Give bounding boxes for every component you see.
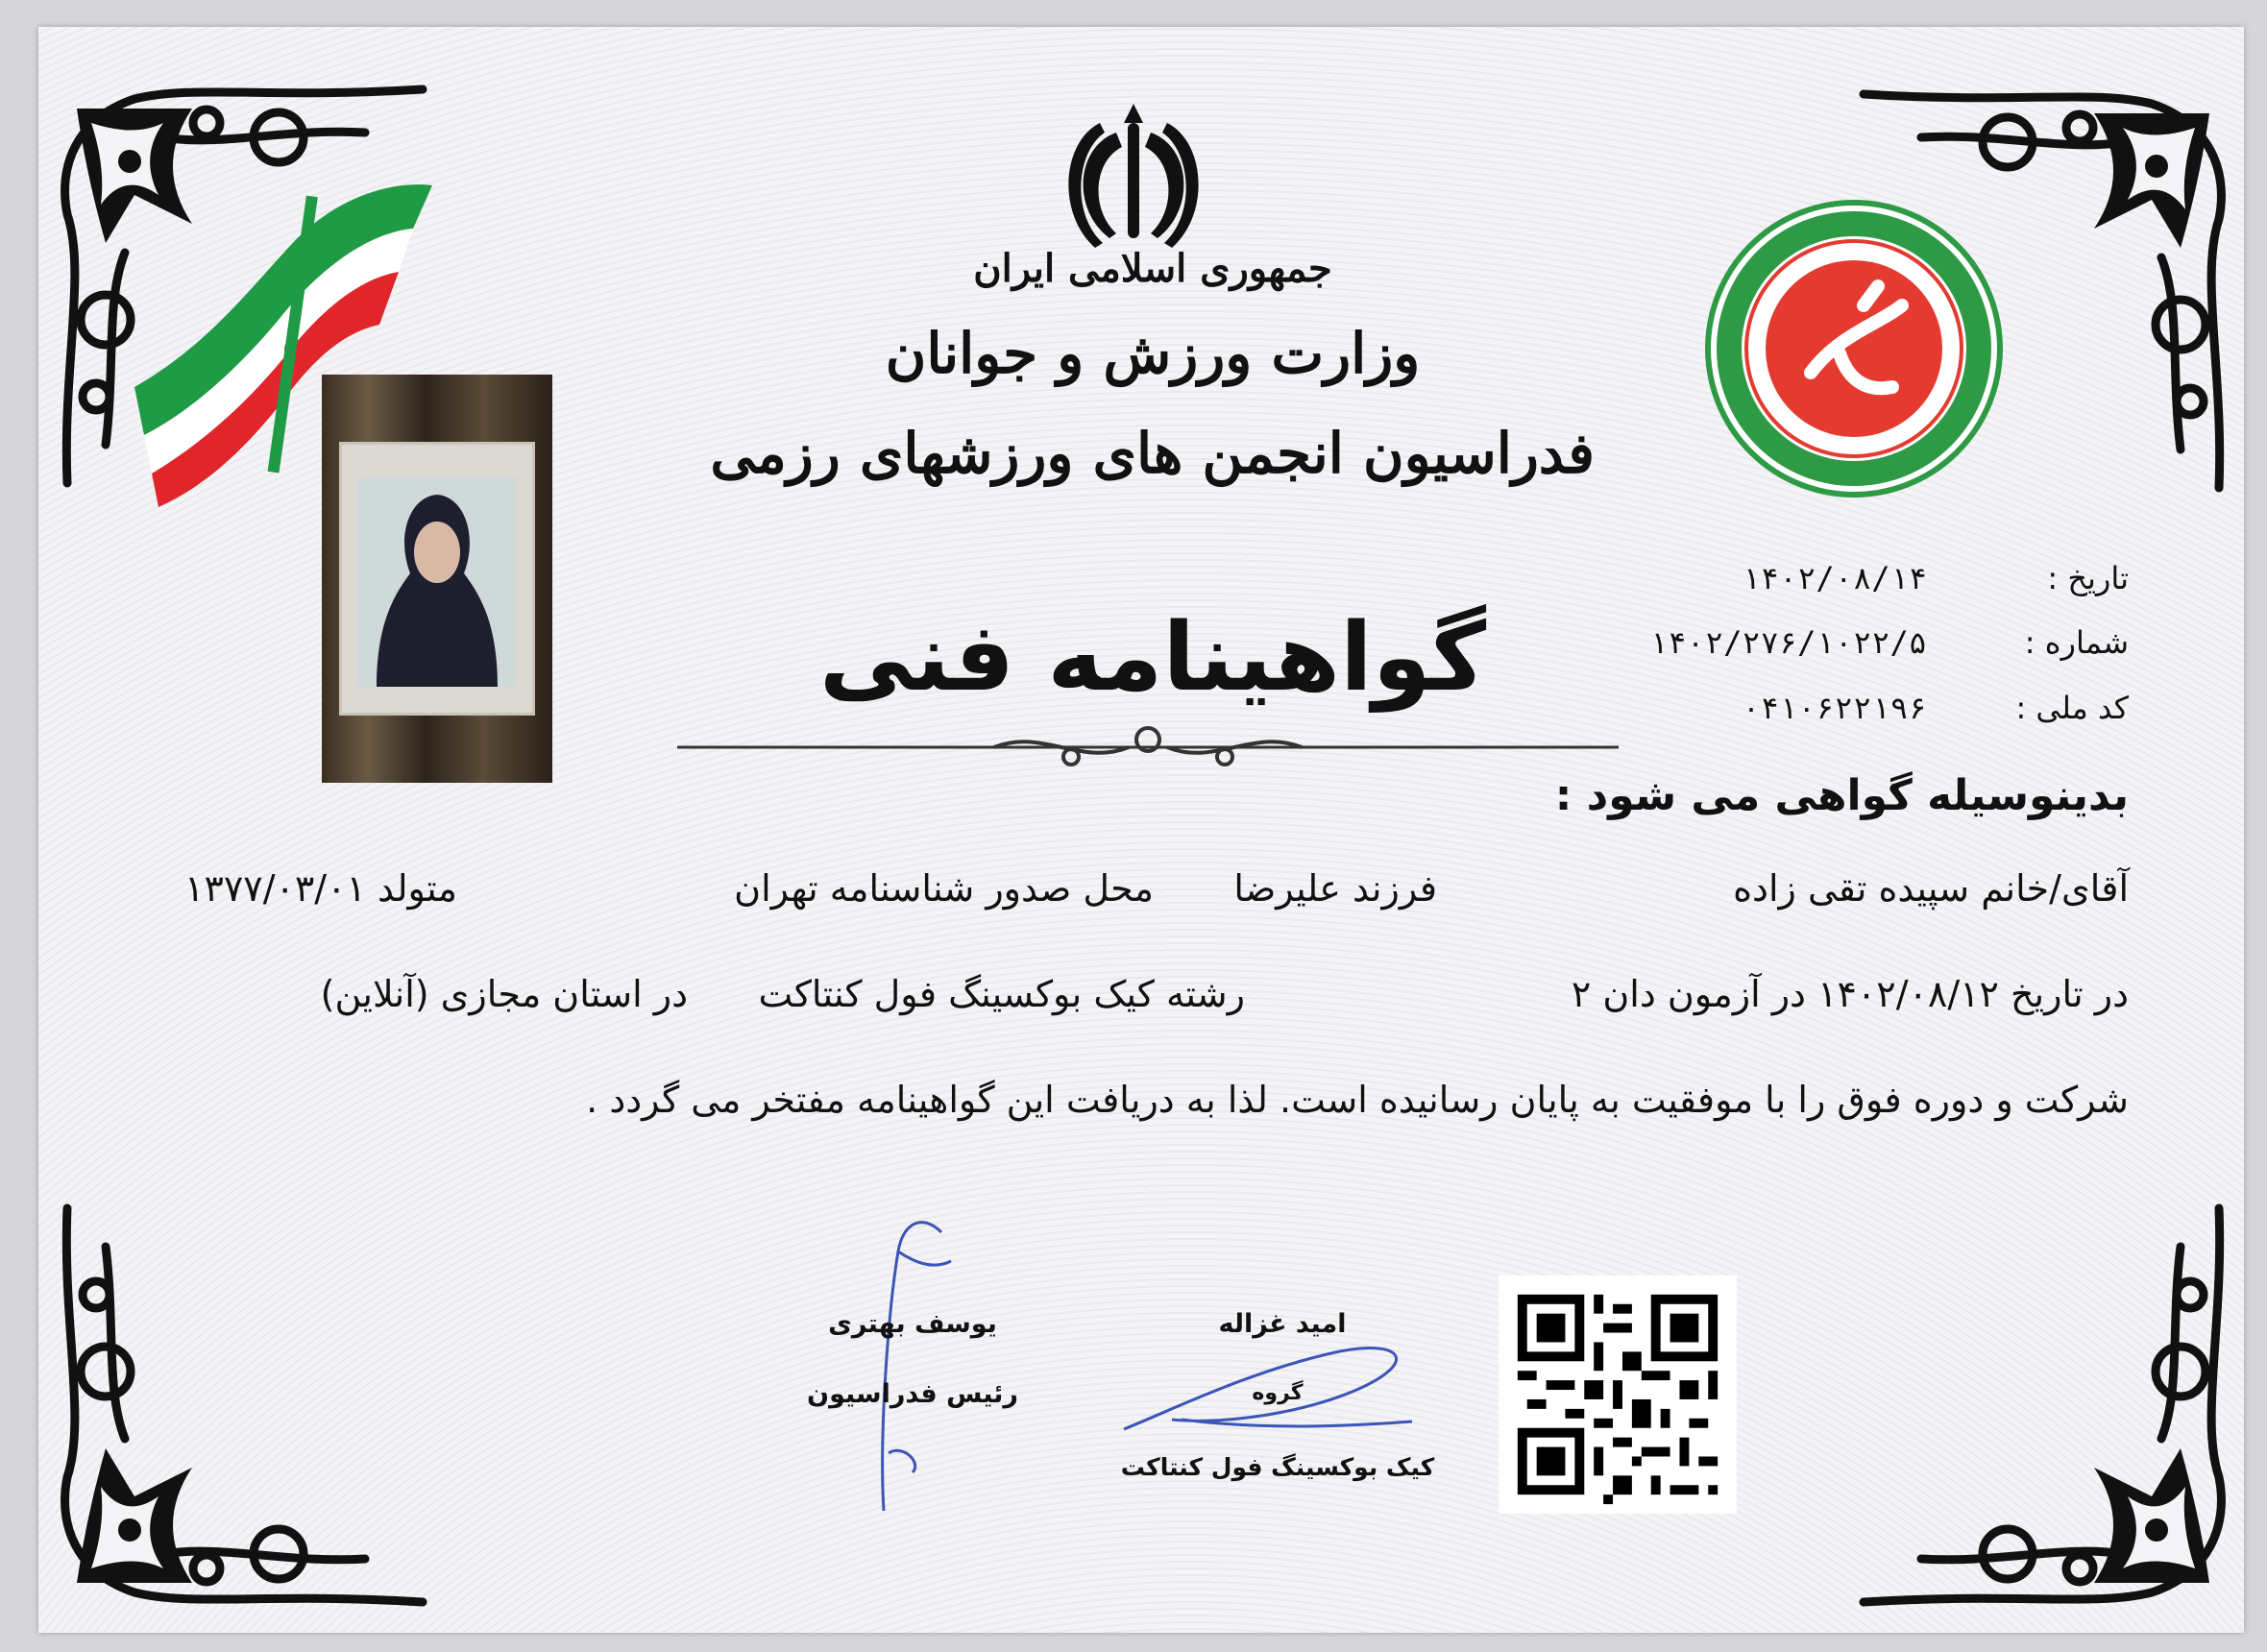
applicant-photo — [322, 375, 552, 783]
national-code-label: کد ملی : — [2015, 690, 2129, 726]
birth-date: متولد ۱۳۷۷/۰۳/۰۱ — [184, 867, 457, 910]
province: در استان مجازی (آنلاین) — [320, 973, 688, 1015]
left-signer-role: رئیس فدراسیون — [807, 1379, 1018, 1409]
photo-frame — [339, 442, 535, 716]
issue-place: محل صدور شناسنامه تهران — [734, 867, 1154, 910]
header-country: جمهوری اسلامی ایران — [973, 246, 1332, 291]
right-signer-role: کیک بوکسینگ فول کنتاکت — [1120, 1453, 1435, 1481]
father-name: فرزند علیرضا — [1233, 867, 1437, 910]
right-signer-group: گروه — [1252, 1381, 1304, 1405]
date-value: ۱۴۰۲/۰۸/۱۴ — [1742, 560, 1927, 596]
iran-emblem-icon — [1057, 94, 1210, 257]
left-signer-name: یوسف بهتری — [828, 1309, 997, 1339]
intro-text: بدینوسیله گواهی می شود : — [1554, 771, 2129, 820]
header-federation: فدراسیون انجمن های ورزشهای رزمی — [710, 421, 1595, 486]
right-signer-name: امید غزاله — [1218, 1309, 1347, 1339]
certificate-title: گواهینامه فنی — [818, 603, 1487, 713]
number-value: ۱۴۰۲/۲۷۶/۱۰۲۲/۵ — [1649, 624, 1927, 661]
portrait — [357, 477, 517, 687]
national-code-value: ۰۴۱۰۶۲۲۱۹۶ — [1742, 690, 1927, 726]
corner-ornament-bottom-left — [48, 1189, 451, 1612]
number-label: شماره : — [2024, 624, 2129, 661]
federation-seal-logo — [1695, 190, 2012, 507]
discipline: رشته کیک بوکسینگ فول کنتاکت — [758, 973, 1245, 1015]
recipient-name: آقای/خانم سپیده تقی زاده — [1733, 867, 2129, 910]
header-ministry: وزارت ورزش و جوانان — [885, 321, 1421, 386]
exam-info: در تاریخ ۱۴۰۲/۰۸/۱۲ در آزمون دان ۲ — [1571, 973, 2129, 1015]
ornamental-divider — [677, 718, 1619, 776]
portrait-figure — [357, 477, 517, 687]
signature-scribble-left — [845, 1194, 980, 1520]
completion-text: شرکت و دوره فوق را با موفقیت به پایان رسانیده است. لذا به دریافت این گواهینامه مفتخر می گردد . — [586, 1079, 2129, 1121]
corner-ornament-bottom-right — [1835, 1189, 2238, 1612]
qr-code[interactable] — [1499, 1275, 1737, 1514]
date-label: تاریخ : — [2047, 560, 2129, 596]
certificate-sheet — [38, 27, 2244, 1633]
